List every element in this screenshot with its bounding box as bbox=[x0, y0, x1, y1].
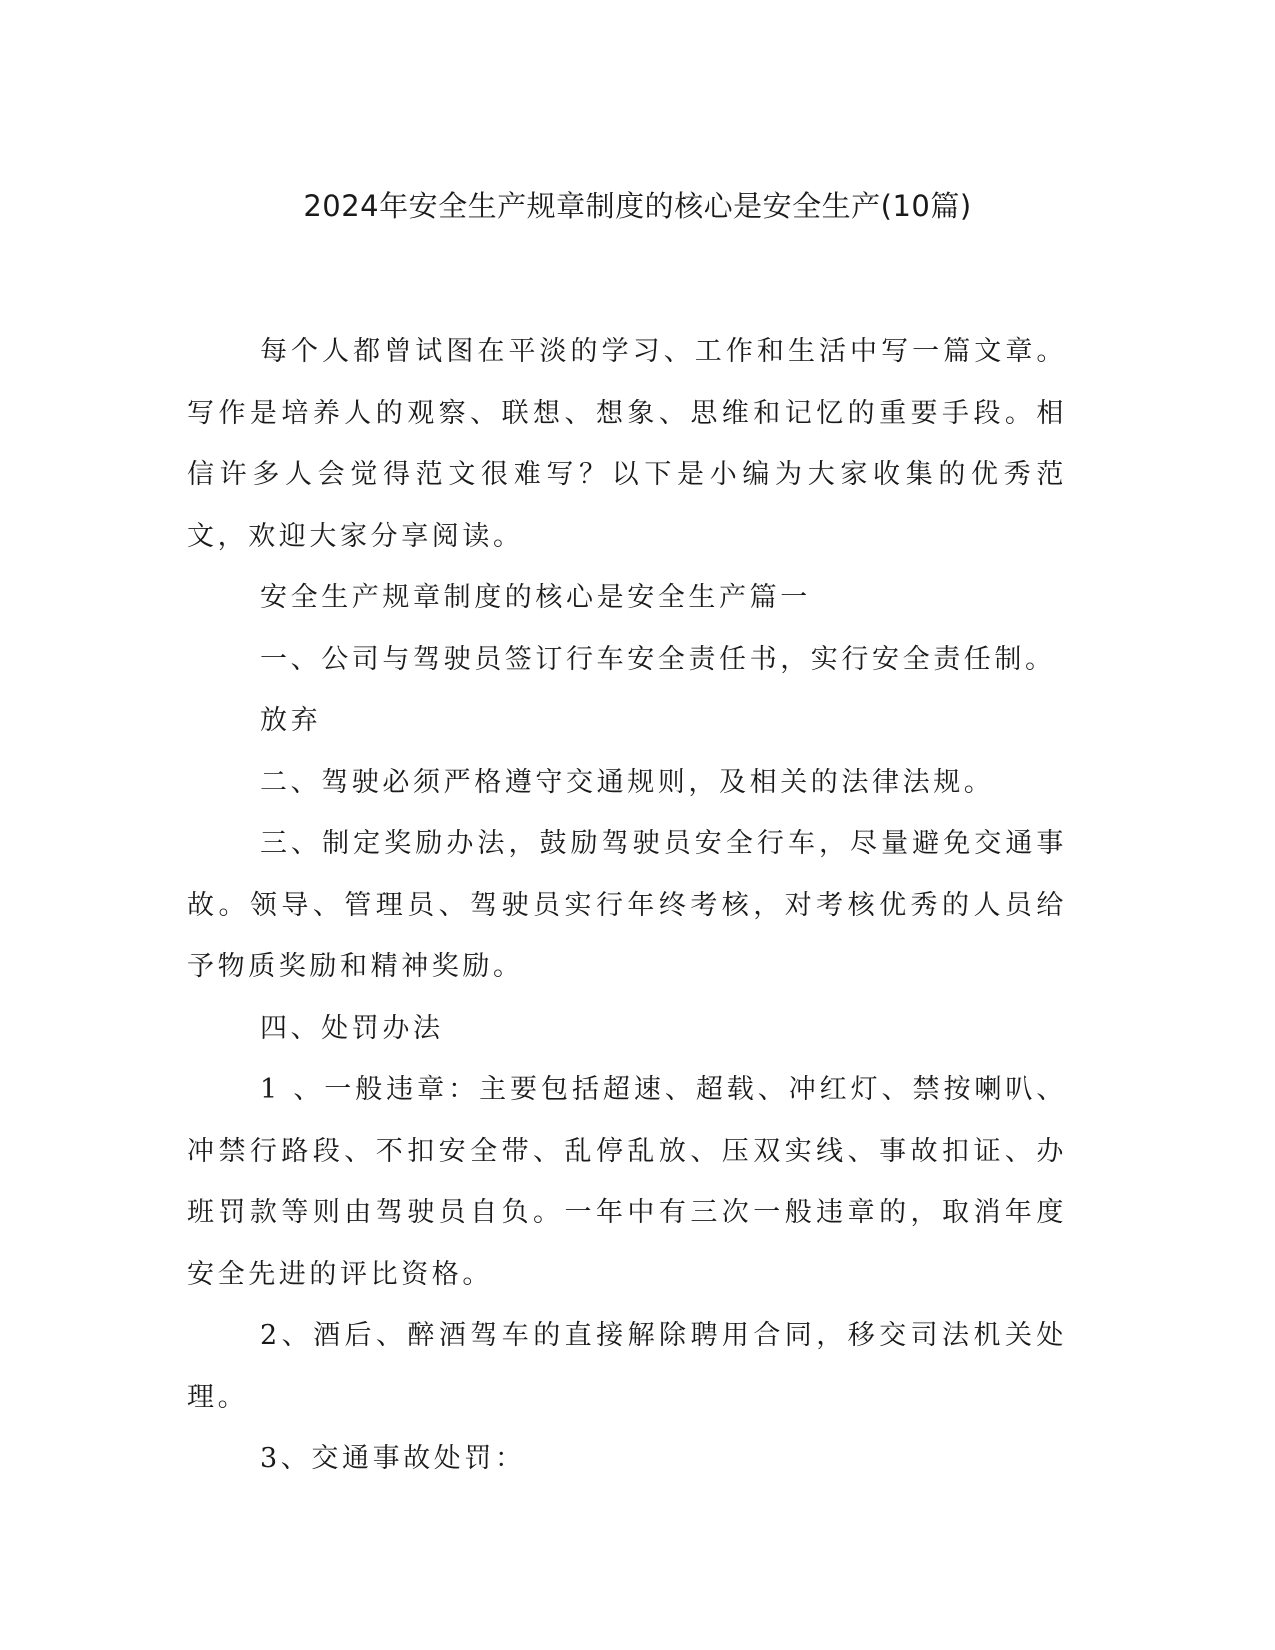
document-body bbox=[187, 321, 1067, 1490]
paragraph: 三、制定奖励办法，鼓励驾驶员安全行车，尽量避免交通事故。领导、管理员、驾驶员实行年终考核，对考核优秀的人员给予物质奖励和精神奖励。 bbox=[187, 828, 1067, 982]
paragraph: 一、公司与驾驶员签订行车安全责任书，实行安全责任制。 bbox=[260, 643, 1056, 675]
paragraph: 1 、一般违章：主要包括超速、超载、冲红灯、禁按喇叭、冲禁行路段、不扣安全带、乱停乱放、压双实线、事故扣证、办班罚款等则由驾驶员自负。一年中有三次一般违章的，取消年度安全先进的评比资格。 bbox=[187, 1074, 1067, 1290]
paragraph: 四、处罚办法 bbox=[260, 1012, 444, 1044]
intro-paragraph: 每个人都曾试图在平淡的学习、工作和生活中写一篇文章。写作是培养人的观察、联想、想象、思维和记忆的重要手段。相信许多人会觉得范文很难写？以下是小编为大家收集的优秀范文，欢迎大家分享阅读。 bbox=[187, 336, 1067, 552]
section-heading: 安全生产规章制度的核心是安全生产篇一 bbox=[260, 582, 811, 613]
document-title: 2024年安全生产规章制度的核心是安全生产(10篇) bbox=[303, 189, 972, 223]
paragraph: 2、酒后、醉酒驾车的直接解除聘用合同，移交司法机关处理。 bbox=[187, 1320, 1067, 1413]
paragraph: 二、驾驶必须严格遵守交通规则，及相关的法律法规。 bbox=[260, 766, 995, 798]
paragraph: 3、交通事故处罚： bbox=[260, 1443, 526, 1474]
paragraph: 放弃 bbox=[260, 705, 322, 736]
